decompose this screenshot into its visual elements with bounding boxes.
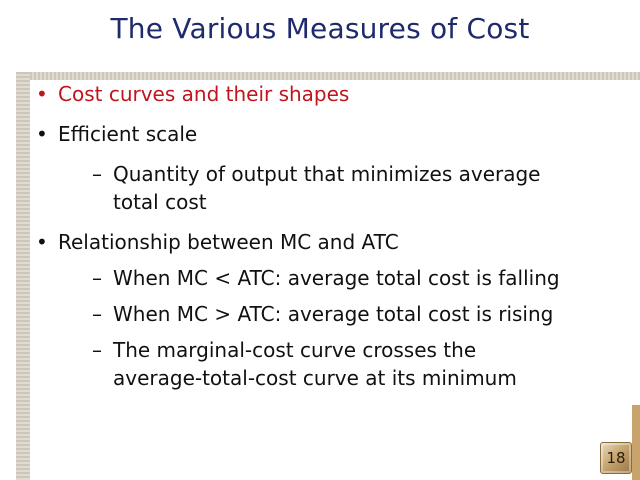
sub-bullet-marker: – <box>92 266 102 290</box>
sub-bullet-item <box>36 160 636 216</box>
bullet-item <box>36 80 636 108</box>
sub-bullet-item <box>36 264 636 292</box>
bullet-list <box>36 80 636 392</box>
sub-bullet-marker: – <box>92 162 102 186</box>
bullet-item <box>36 120 636 148</box>
sub-bullet-marker: – <box>92 338 102 362</box>
sub-bullet-text-line: average-total-cost curve at its minimum <box>113 366 517 390</box>
sub-bullet-text: When MC > ATC: average total cost is rising <box>113 302 554 326</box>
bullet-marker: • <box>36 122 48 146</box>
sub-bullet-item <box>36 300 636 328</box>
bullet-text: Efficient scale <box>58 122 198 146</box>
sub-bullet-marker: – <box>92 302 102 326</box>
bullet-text: Relationship between MC and ATC <box>58 230 399 254</box>
slide-title: The Various Measures of Cost <box>110 12 530 45</box>
page-number-badge: 18 <box>600 442 632 474</box>
bullet-marker: • <box>36 82 48 106</box>
bullet-marker: • <box>36 230 48 254</box>
sub-bullet-item <box>36 336 636 392</box>
decorative-left-bar <box>16 72 30 480</box>
sub-bullet-text-line: total cost <box>113 190 207 214</box>
sub-bullet-text-line: The marginal-cost curve crosses the <box>113 338 477 362</box>
decorative-corner-bar <box>632 405 640 480</box>
decorative-top-band <box>16 72 640 80</box>
bullet-text: Cost curves and their shapes <box>58 82 350 106</box>
sub-bullet-text: When MC < ATC: average total cost is falling <box>113 266 560 290</box>
sub-bullet-text-line: Quantity of output that minimizes average <box>113 162 541 186</box>
bullet-item <box>36 228 636 256</box>
